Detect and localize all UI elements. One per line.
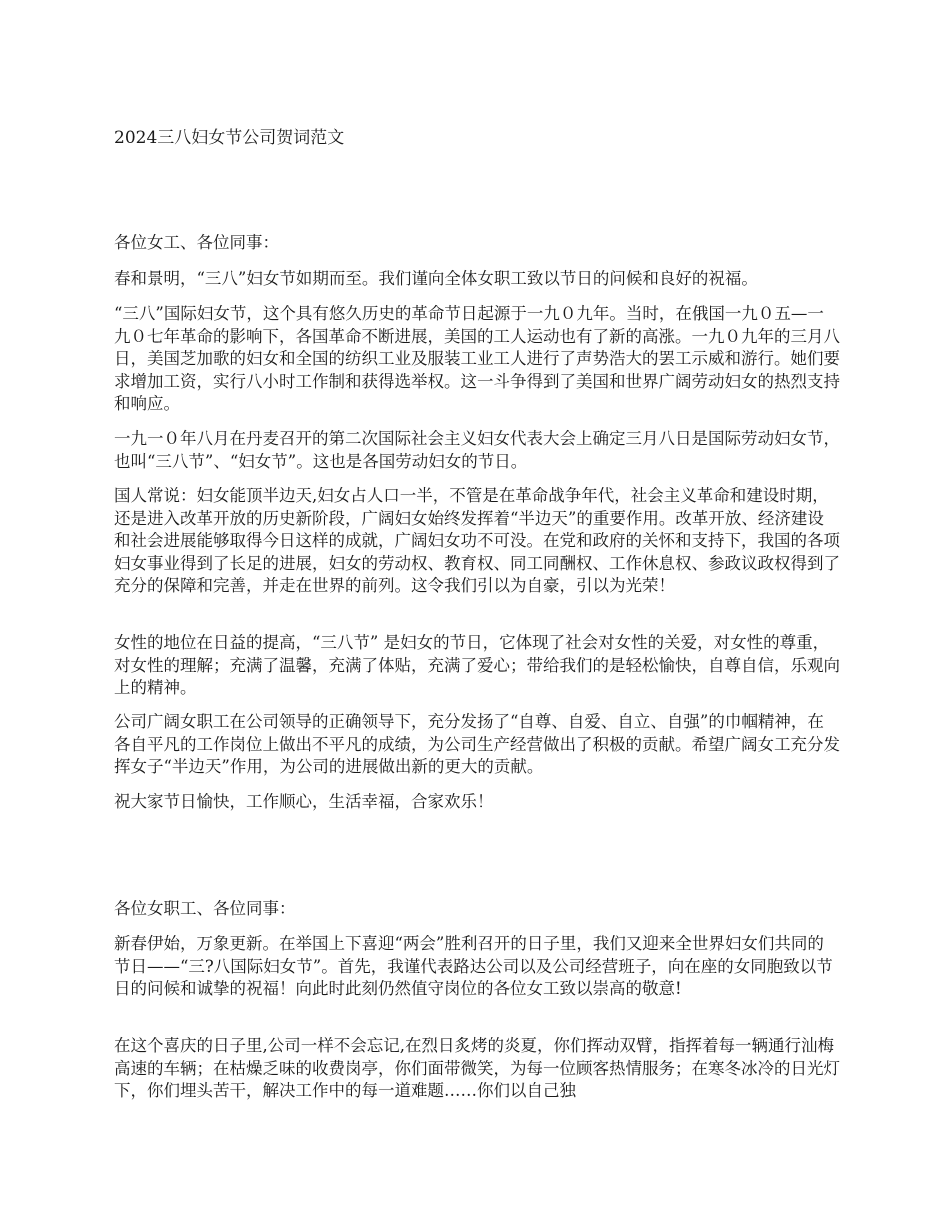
salutation-2: 各位女职工、各位同事： [114,899,296,918]
paragraph-1-3: 一九一０年八月在丹麦召开的第二次国际社会主义妇女代表大会上确定三月八日是国际劳动妇女节，也叫“三八节”、“妇女节”。这也是各国劳动妇女的节日。 [114,429,840,471]
paragraph-1-4: 国人常说：妇女能顶半边天,妇女占人口一半，不管是在革命战争年代，社会主义革命和建设时期，还是进入改革开放的历史新阶段，广阔妇女始终发挥着“半边天”的重要作用。改革开放、经济建设和社会进展能够取得今日这样的成就，广阔妇女功不可没。在党和政府的关怀和支持下，我国的各项妇女事业得到了长足的进展，妇女的劳动权、教育权、同工同酬权、工作休息权、参政议政权得到了充分的保障和完善，并走在世界的前列。这令我们引以为自豪，引以为光荣！ [114,486,840,596]
paragraph-2-2: 在这个喜庆的日子里,公司一样不会忘记,在烈日炙烤的炎夏，你们挥动双臂，指挥着每一辆通行汕梅高速的车辆；在枯燥乏味的收费岗亭，你们面带微笑，为每一位顾客热情服务；在寒冬冰冷的日光灯下，你们埋头苦干，解决工作中的每一道难题……你们以自己独 [114,1036,840,1101]
salutation-1: 各位女工、各位同事： [114,233,279,252]
paragraph-2-1: 新春伊始，万象更新。在举国上下喜迎“两会”胜利召开的日子里，我们又迎来全世界妇女们共同的节日——“三?八国际妇女节”。首先，我谨代表路达公司以及公司经营班子，向在座的女同胞致以节日的问候和诚挚的祝福！向此时此刻仍然值守岗位的各位女工致以崇高的敬意! [114,934,833,999]
paragraph-1-1: 春和景明，“三八”妇女节如期而至。我们谨向全体女职工致以节日的问候和良好的祝福。 [114,269,758,288]
document-title: 2024三八妇女节公司贺词范文 [114,128,345,148]
paragraph-1-2: “三八”国际妇女节，这个具有悠久历史的革命节日起源于一九０九年。当时，在俄国一九０五—一九０七年革命的影响下，各国革命不断进展，美国的工人运动也有了新的高涨。一九０九年的三月八日，美国芝加歌的妇女和全国的纺织工业及服装工业工人进行了声势浩大的罢工示威和游行。她们要求增加工资，实行八小时工作制和获得选举权。这一斗争得到了美国和世界广阔劳动妇女的热烈支持和响应。 [114,304,840,414]
paragraph-1-7: 祝大家节日愉快，工作顺心，生活幸福，合家欢乐！ [114,792,494,811]
paragraph-1-5: 女性的地位在日益的提高，“三八节” 是妇女的节日，它体现了社会对女性的关爱，对女性的尊重，对女性的理解；充满了温馨，充满了体贴，充满了爱心；带给我们的是轻松愉快，自尊自信，乐观向上的精神。 [114,633,840,698]
paragraph-1-6: 公司广阔女职工在公司领导的正确领导下，充分发扬了“自尊、自爱、自立、自强”的巾帼精神，在各自平凡的工作岗位上做出不平凡的成绩，为公司生产经营做出了积极的贡献。希望广阔女工充分发挥女子“半边天”作用，为公司的进展做出新的更大的贡献。 [114,712,840,777]
